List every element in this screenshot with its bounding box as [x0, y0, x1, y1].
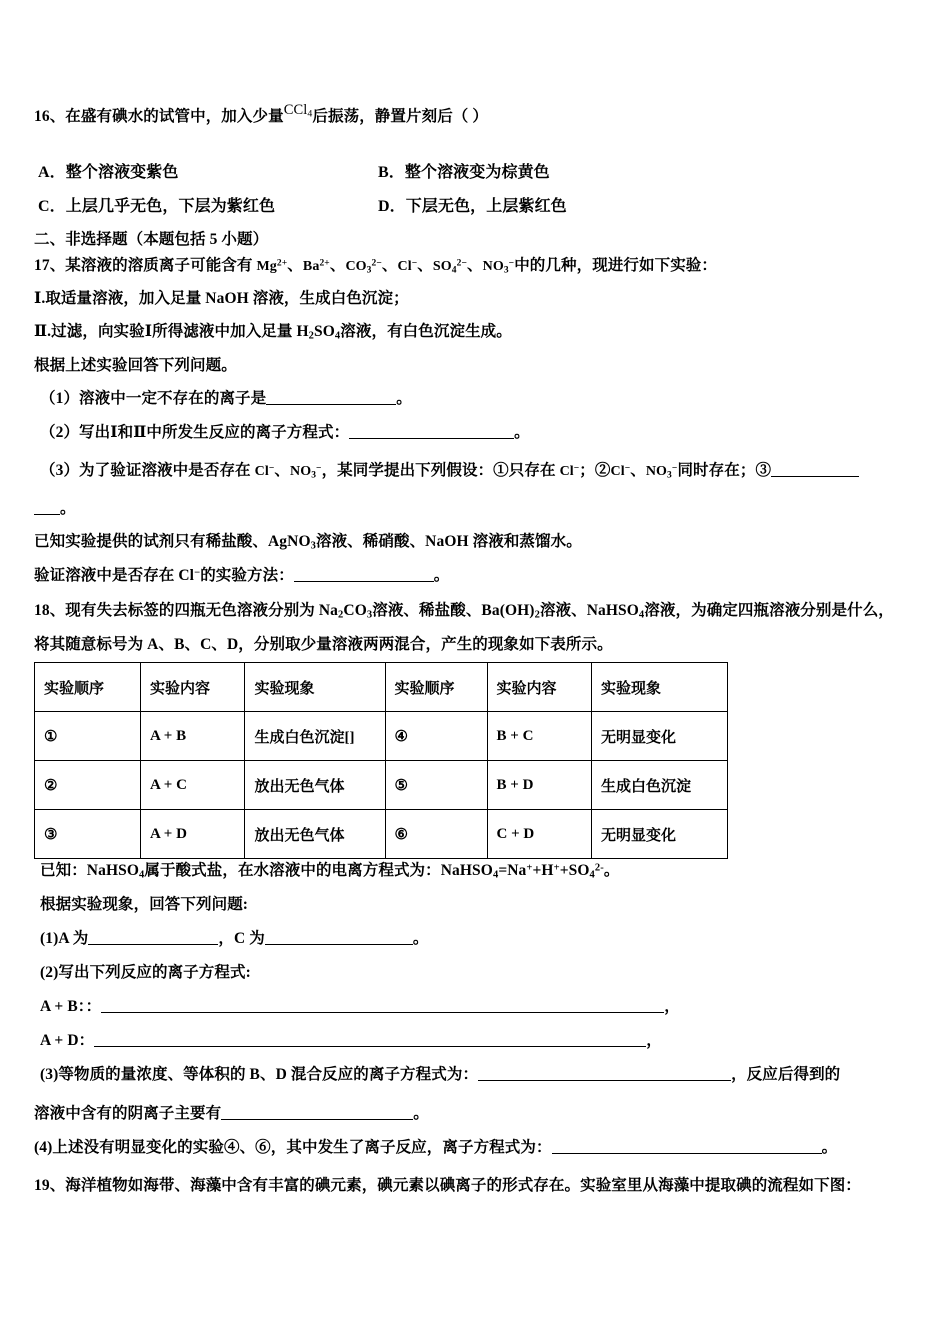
verify-b: 的实验方法：	[200, 567, 294, 584]
p2-ab-label: A + B：：	[40, 998, 102, 1015]
cell-phenomenon-4: 无明显变化	[591, 712, 727, 761]
known-sub-1: 4	[138, 869, 145, 881]
answer-blank-18-3-anions[interactable]	[221, 1119, 413, 1120]
p4-tail: 。	[821, 1139, 838, 1156]
question-17-sub-3: （3）为了验证溶液中是否存在 Cl−、$NO_3^-$，某同学提出下列假设：①只存在 Cl−；②Cl−、$NO_3^-$同时存在；③	[40, 462, 859, 481]
cell-content-3: A + D	[141, 810, 245, 859]
known-a: 已知：NaHSO	[40, 862, 139, 879]
ion-no3-b: $NO_3^-$	[645, 463, 678, 481]
option-b-label: B．	[378, 164, 405, 181]
q18-e: 溶液，为确定四瓶溶液分别是什么，	[644, 602, 894, 619]
sub-1-text: （1）溶液中一定不存在的离子是	[40, 390, 267, 407]
question-16-stem	[34, 102, 488, 127]
agno3-subscript: 3	[310, 540, 316, 552]
known-e: +SO	[559, 862, 590, 879]
answer-blank-18-ad[interactable]	[94, 1046, 646, 1047]
cell-seq-3: ③	[35, 810, 141, 859]
answer-blank-18-3[interactable]	[478, 1080, 731, 1081]
known-b: 属于酸式盐，在水溶液中的电离方程式为：NaHSO	[144, 862, 493, 879]
question-18-part-2-ad	[40, 1032, 662, 1051]
ion-mg: $Mg^{2+}$	[256, 258, 288, 274]
known-sub-3: 4	[589, 869, 595, 881]
header-cell-5: 实验内容	[487, 663, 591, 712]
p2-ad-tail: ，	[646, 1032, 662, 1049]
header-cell-1: 实验顺序	[35, 663, 141, 712]
answer-blank-17-3[interactable]	[771, 476, 859, 477]
baoh2-sub: 2	[534, 609, 540, 621]
option-b-text: 整个溶液变为棕黄色	[404, 164, 550, 181]
p1-b: ，C 为	[218, 930, 265, 947]
reagents-b: 溶液、稀硝酸、NaOH 溶液和蒸馏水。	[315, 533, 582, 550]
q18-a: 18、现有失去标签的四瓶无色溶液分别为 Na	[34, 602, 339, 619]
question-16-option-d[interactable]	[378, 197, 567, 216]
header-cell-2: 实验内容	[141, 663, 245, 712]
verify-charge: −	[194, 567, 201, 579]
question-17-step-2	[34, 323, 512, 342]
ion-ba: $Ba^{2+}$	[302, 258, 330, 274]
question-16-option-a[interactable]	[38, 163, 178, 182]
p4-a: (4)上述没有明显变化的实验④、⑥，其中发生了离子反应，离子方程式为：	[34, 1139, 552, 1156]
step-2-sub-2: 2	[308, 330, 314, 342]
header-cell-6: 实验现象	[591, 663, 727, 712]
known-sub-2: 4	[492, 869, 499, 881]
cell-phenomenon-3: 放出无色气体	[245, 810, 385, 859]
ion-cl-a: Cl−	[254, 463, 275, 479]
question-18-stem-line-2: 将其随意标号为 A、B、C、D，分别取少量溶液两两混合，产生的现象如下表所示。	[34, 636, 613, 653]
p3-a: (3)等物质的量浓度、等体积的 B、D 混合反应的离子方程式为：	[40, 1066, 479, 1083]
option-d-label: D．	[378, 198, 406, 215]
question-18-part-3-line-2	[34, 1105, 429, 1124]
answer-blank-18-4[interactable]	[552, 1153, 822, 1154]
step-2-sub-4: 4	[334, 330, 341, 342]
question-17-reagents	[34, 533, 582, 552]
option-c-text: 上层几乎无色，下层为紫红色	[65, 198, 276, 215]
table-row	[35, 712, 728, 761]
question-16-option-c[interactable]	[38, 197, 275, 216]
step-2-a: Ⅱ.过滤，向实验Ⅰ所得滤液中加入足量 H	[34, 323, 309, 340]
step-2-b: SO	[314, 323, 335, 340]
question-18-stem-line-1	[34, 602, 894, 621]
sub-2-tail: 。	[514, 424, 530, 441]
cell-phenomenon-2: 放出无色气体	[245, 761, 385, 810]
cell-content-2: A + C	[141, 761, 245, 810]
question-17-sub-1	[40, 390, 412, 409]
question-17-verify	[34, 567, 449, 586]
answer-blank-17-verify[interactable]	[294, 581, 434, 582]
question-17-stem: 17、某溶液的溶质离子可能含有 $Mg^{2+}$、$Ba^{2+}$、$CO_3^{2-}$、Cl−、$SO_4^{2-}$、$NO_3^-$中的几种，现进行如下实验：	[34, 257, 718, 276]
question-18-part-3	[40, 1066, 840, 1085]
ion-cl: Cl−	[397, 258, 418, 274]
question-17-instruction: 根据上述实验回答下列问题。	[34, 357, 237, 374]
step-2-c: 溶液，有白色沉淀生成。	[340, 323, 512, 340]
answer-blank-17-2[interactable]	[349, 438, 514, 439]
table-row	[35, 761, 728, 810]
cell-seq-4: ④	[385, 712, 487, 761]
answer-blank-18-1c[interactable]	[265, 944, 413, 945]
p2-ad-label: A + D：	[40, 1032, 95, 1049]
verify-tail: 。	[433, 567, 450, 584]
ccl4-base: CCl	[283, 102, 308, 118]
ion-cl-b: Cl−	[559, 463, 580, 479]
q18-b: CO	[343, 602, 367, 619]
sub-1-tail: 。	[396, 390, 412, 407]
question-18-part-1	[40, 930, 428, 949]
cell-content-5: B + D	[487, 761, 591, 810]
verify-a: 验证溶液中是否存在 Cl	[34, 567, 195, 584]
q18-d: 溶液、NaHSO	[539, 602, 639, 619]
ion-cl-c: Cl−	[610, 463, 631, 479]
p2-ab-tail: ，	[664, 998, 680, 1015]
p3-b: ，反应后得到的	[731, 1066, 841, 1083]
p3-line2-tail: 。	[413, 1105, 429, 1122]
question-18-part-4	[34, 1139, 837, 1158]
option-d-text: 下层无色，上层紫红色	[405, 198, 567, 215]
question-16-stem-text: 16、在盛有碘水的试管中，加入少量	[34, 108, 284, 125]
p1-tail: 。	[412, 930, 429, 947]
option-a-label: A．	[38, 164, 66, 181]
cell-seq-5: ⑤	[385, 761, 487, 810]
p3-line2: 溶液中含有的阴离子主要有	[34, 1105, 222, 1122]
table-row	[35, 810, 728, 859]
known-sup-1: +	[526, 862, 533, 874]
sub-3-a: （3）为了验证溶液中是否存在	[40, 462, 255, 479]
answer-blank-17-3-cont[interactable]	[34, 514, 60, 515]
ccl4-formula	[284, 102, 313, 119]
ion-so4: $SO_4^{2-}$	[432, 258, 467, 276]
na2co3-sub-na: 2	[338, 609, 344, 621]
question-18-answer-intro: 根据实验现象，回答下列问题:	[40, 896, 249, 913]
cell-seq-6: ⑥	[385, 810, 487, 859]
answer-blank-17-1[interactable]	[266, 404, 396, 405]
question-17-suffix: 中的几种，现进行如下实验：	[514, 257, 718, 274]
cell-seq-1: ①	[35, 712, 141, 761]
known-d: +H	[532, 862, 554, 879]
known-tail: 。	[603, 862, 620, 879]
section-2-heading: 二、非选择题（本题包括 5 小题）	[34, 231, 269, 248]
answer-blank-18-ab[interactable]	[101, 1012, 664, 1013]
answer-blank-18-1a[interactable]	[88, 944, 218, 945]
option-c-label: C．	[38, 198, 66, 215]
known-sup-2: +	[553, 862, 560, 874]
header-cell-3: 实验现象	[245, 663, 385, 712]
cell-content-4: B + C	[487, 712, 591, 761]
question-16-option-b[interactable]	[378, 163, 550, 182]
experiment-results-table	[34, 662, 728, 859]
ion-no3-a: $NO_3^-$	[289, 463, 322, 481]
cell-phenomenon-5: 生成白色沉淀	[591, 761, 727, 810]
sub-2-text: （2）写出Ⅰ和Ⅱ中所发生反应的离子方程式：	[40, 424, 350, 441]
question-17-prefix: 17、某溶液的溶质离子可能含有	[34, 257, 257, 274]
ccl4-subscript: 4	[307, 108, 313, 120]
nahso4-sub: 4	[638, 609, 645, 621]
cell-phenomenon-1: 生成白色沉淀[]	[245, 712, 385, 761]
p1-a: (1)A 为	[40, 930, 89, 947]
question-18-known	[40, 862, 619, 881]
known-sup-3: 2-	[594, 862, 604, 874]
option-a-text: 整个溶液变紫色	[65, 164, 179, 181]
question-18-part-2: (2)写出下列反应的离子方程式:	[40, 964, 251, 981]
question-19-stem: 19、海洋植物如海带、海藻中含有丰富的碘元素，碘元素以碘离子的形式存在。实验室里从海藻中提取碘的流程如下图：	[34, 1177, 861, 1194]
question-18-part-2-ab	[40, 998, 680, 1017]
question-17-sub-2	[40, 424, 530, 443]
header-cell-4: 实验顺序	[385, 663, 487, 712]
ion-no3: $NO_3^-$	[482, 258, 515, 276]
ion-co3: $CO_3^{2-}$	[345, 258, 382, 276]
question-17-step-1: Ⅰ.取适量溶液，加入足量 NaOH 溶液，生成白色沉淀；	[34, 290, 409, 307]
cell-phenomenon-6: 无明显变化	[591, 810, 727, 859]
sub-3-cont-tail: 。	[60, 500, 76, 517]
table-header-row	[35, 663, 728, 712]
na2co3-sub-co: 3	[366, 609, 373, 621]
cell-content-1: A + B	[141, 712, 245, 761]
cell-content-6: C + D	[487, 810, 591, 859]
question-16-stem-tail: 后振荡，静置片刻后（ ）	[312, 108, 488, 125]
q18-c: 溶液、稀盐酸、Ba(OH)	[372, 602, 535, 619]
cell-seq-2: ②	[35, 761, 141, 810]
question-17-sub-3-cont	[34, 500, 76, 519]
reagents-a: 已知实验提供的试剂只有稀盐酸、AgNO	[34, 533, 311, 550]
known-c: =Na	[498, 862, 527, 879]
